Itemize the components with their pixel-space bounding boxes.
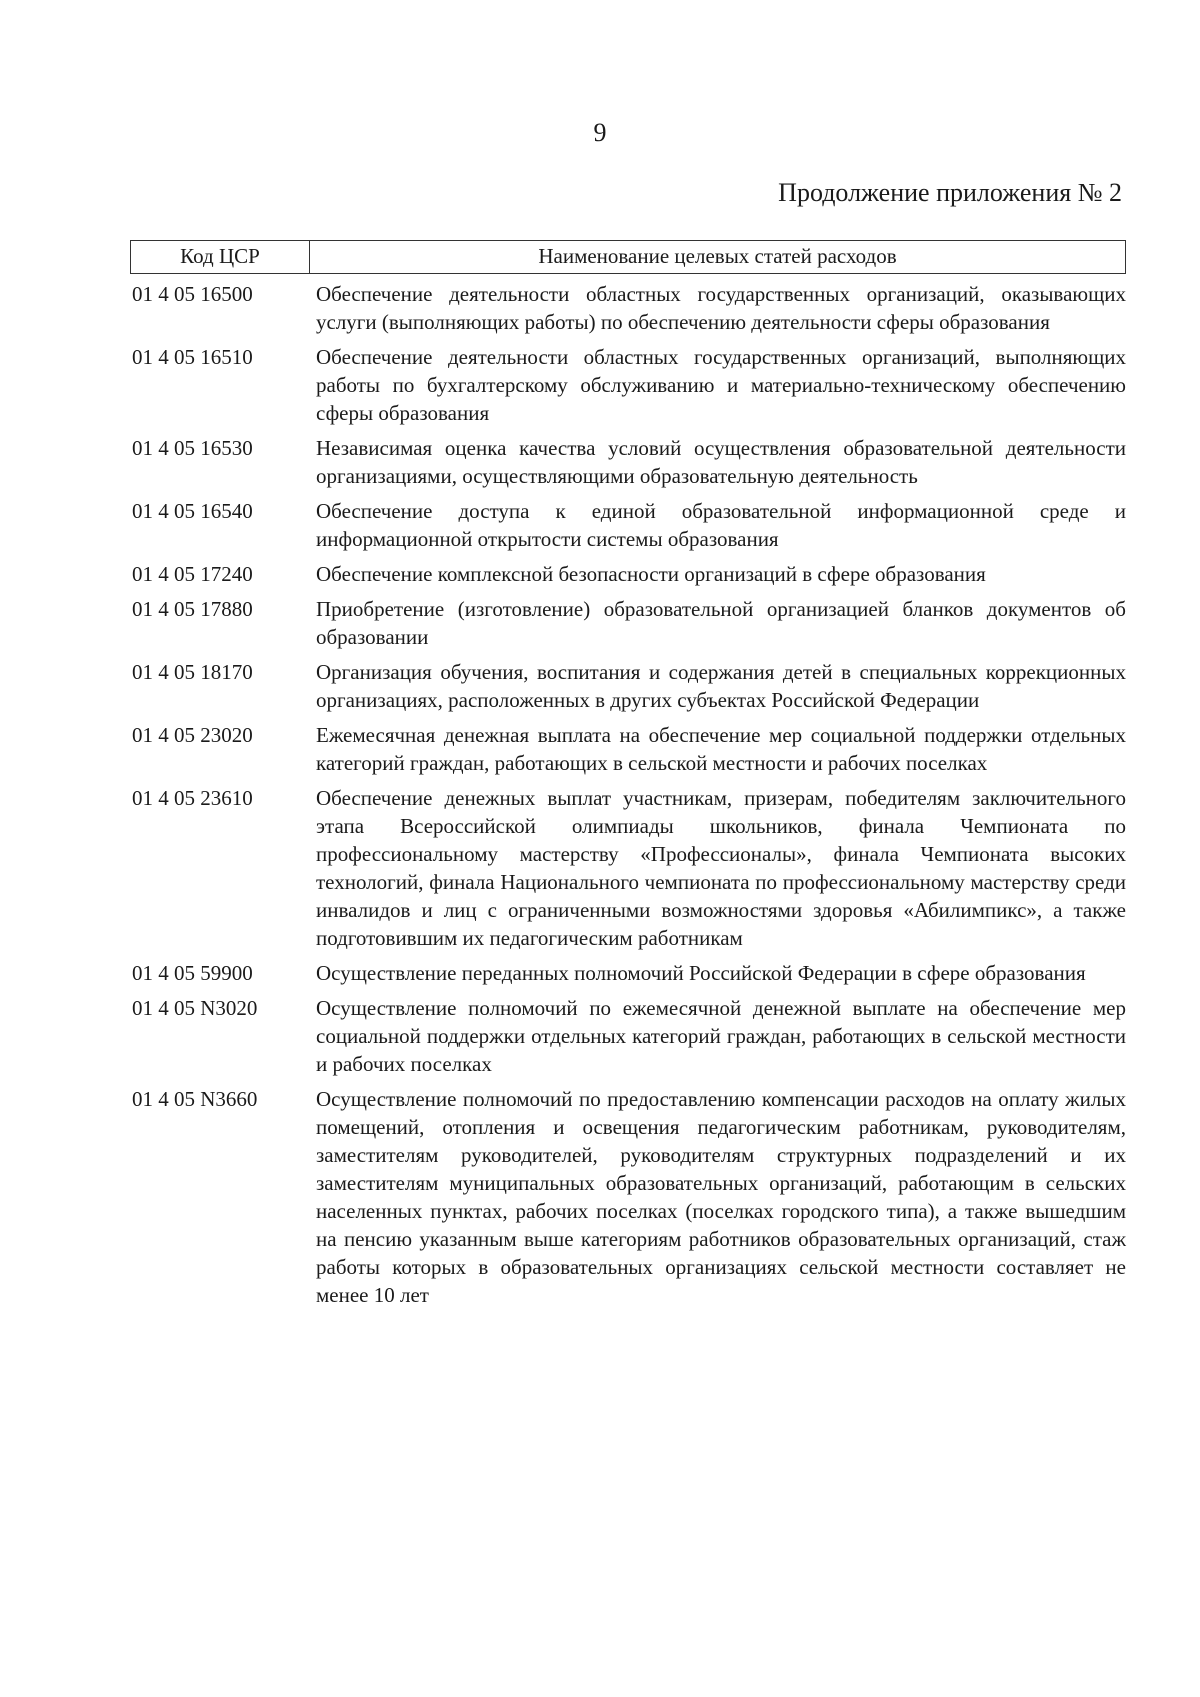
row-name: Осуществление полномочий по предоставлению компенсации расходов на оплату жилых помещений, отопления и освещения педагогическим работникам, руководителям, заместителям руководителей, руководителям структурных подразделений и их заместителям муниципальных образовательных организаций, работающим в сельских населенных пунктах, рабочих поселках (поселках городского типа), а также вышедшим на пенсию указанным выше категориям работников образовательных организаций, стаж работы которых в образовательных организациях сельской местности составляет не менее 10 лет	[316, 1087, 1126, 1307]
row-name: Обеспечение комплексной безопасности организаций в сфере образования	[316, 562, 986, 586]
header-code: Код ЦСР	[131, 241, 310, 273]
table-row	[130, 721, 1126, 777]
row-code: 01 4 05 16530	[132, 436, 253, 460]
table-row	[130, 994, 1126, 1078]
table-body	[130, 280, 1126, 1309]
row-name: Приобретение (изготовление) образовательной организацией бланков документов об образовании	[316, 597, 1126, 649]
row-name: Обеспечение деятельности областных государственных организаций, выполняющих работы по бухгалтерскому обслуживанию и материально-техническому обеспечению сферы образования	[316, 345, 1126, 425]
row-code: 01 4 05 59900	[132, 961, 253, 985]
table-row	[130, 784, 1126, 952]
table-row	[130, 343, 1126, 427]
table-row	[130, 497, 1126, 553]
row-name: Осуществление переданных полномочий Российской Федерации в сфере образования	[316, 961, 1086, 985]
table-header	[130, 240, 1126, 274]
row-code: 01 4 05 16500	[132, 282, 253, 306]
row-code: 01 4 05 23020	[132, 723, 253, 747]
table-row	[130, 560, 1126, 588]
row-code: 01 4 05 16540	[132, 499, 253, 523]
row-code: 01 4 05 18170	[132, 660, 253, 684]
table-row	[130, 959, 1126, 987]
row-name: Ежемесячная денежная выплата на обеспечение мер социальной поддержки отдельных категорий граждан, работающих в сельской местности и рабочих поселках	[316, 723, 1126, 775]
page-number: 9	[593, 118, 607, 147]
row-code: 01 4 05 17240	[132, 562, 253, 586]
row-name: Обеспечение денежных выплат участникам, призерам, победителям заключительного этапа Всероссийской олимпиады школьников, финала Чемпионата по профессиональному мастерству «Профессионалы», финала Чемпионата высоких технологий, финала Национального чемпионата по профессиональному мастерству среди инвалидов и лиц с ограниченными возможностями здоровья «Абилимпикс», а также подготовившим их педагогическим работникам	[316, 786, 1126, 950]
table-row	[130, 658, 1126, 714]
table-row	[130, 595, 1126, 651]
row-name: Обеспечение доступа к единой образовательной информационной среде и информационной открытости системы образования	[316, 499, 1126, 551]
table-row	[130, 1085, 1126, 1309]
row-name: Независимая оценка качества условий осуществления образовательной деятельности организациями, осуществляющими образовательную деятельность	[316, 436, 1126, 488]
row-name: Обеспечение деятельности областных государственных организаций, оказывающих услуги (выполняющих работы) по обеспечению деятельности сферы образования	[316, 282, 1126, 334]
header-name: Наименование целевых статей расходов	[538, 244, 897, 268]
row-code: 01 4 05 N3020	[132, 996, 258, 1020]
row-name: Осуществление полномочий по ежемесячной денежной выплате на обеспечение мер социальной поддержки отдельных категорий граждан, работающих в сельской местности и рабочих поселках	[316, 996, 1126, 1076]
row-code: 01 4 05 N3660	[132, 1087, 258, 1111]
budget-items-table	[130, 240, 1126, 1316]
appendix-continuation-title: Продолжение приложения № 2	[778, 178, 1122, 207]
table-row	[130, 434, 1126, 490]
table-row	[130, 280, 1126, 336]
row-name: Организация обучения, воспитания и содержания детей в специальных коррекционных организациях, расположенных в других субъектах Российской Федерации	[316, 660, 1126, 712]
row-code: 01 4 05 23610	[132, 786, 253, 810]
row-code: 01 4 05 16510	[132, 345, 253, 369]
row-code: 01 4 05 17880	[132, 597, 253, 621]
